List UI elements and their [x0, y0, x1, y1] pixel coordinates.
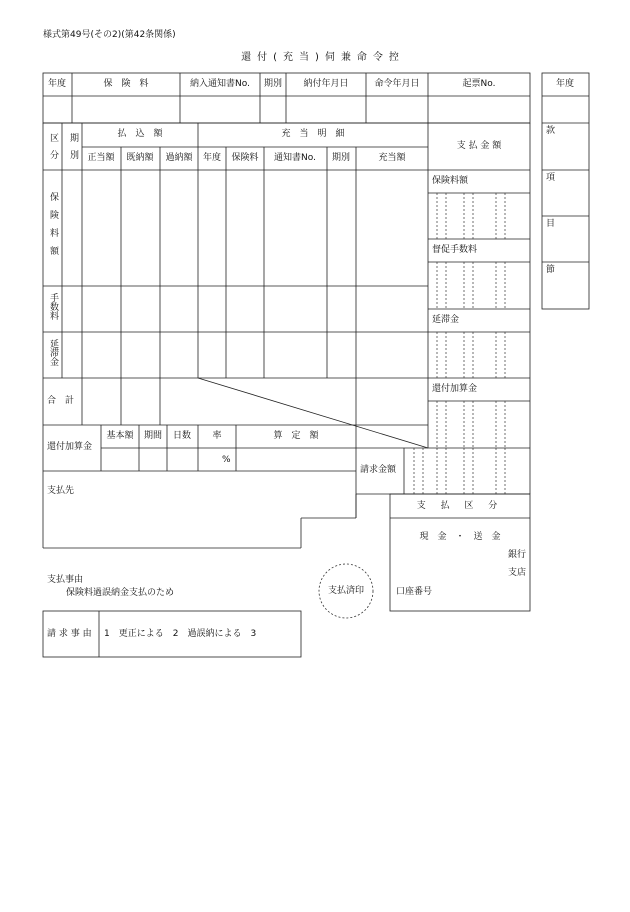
kibetsu2-label: 期別: [331, 153, 351, 163]
payee-label: 支払先: [47, 486, 75, 496]
side-fiscal-year: 年度: [555, 79, 575, 89]
shiharai-kingaku-label: 支 払 金 額: [456, 141, 502, 151]
hokenryo-col-label: 保険料: [231, 153, 259, 163]
seitou-label: 正当額: [87, 153, 115, 163]
form-title: 還付(充当)伺兼命令控: [241, 52, 405, 63]
juto-gaku-label: 充当額: [378, 153, 406, 163]
kanpu-percent: %: [222, 455, 231, 465]
paid-stamp-label: 支払済印: [327, 586, 365, 596]
account-no-label: 口座番号: [396, 587, 433, 597]
haraikomi-label: 払 込 額: [117, 129, 163, 139]
row-goukei: 合 計: [47, 396, 75, 406]
kanpu-kikan: 期間: [143, 431, 163, 441]
side-setsu: 節: [546, 265, 556, 275]
kanpu-nissu: 日数: [172, 431, 192, 441]
top-notice-no: 納入通知書No.: [190, 79, 250, 89]
tsuchisho-label: 通知書No.: [274, 153, 316, 163]
shiharai-kubun-title: 支 払 区 分: [416, 501, 504, 511]
kubun-label: 区分: [48, 133, 58, 167]
kanpu-kihon: 基本額: [106, 431, 134, 441]
claim-label: 請 求 事 由: [47, 629, 92, 639]
reason-label: 支払事由: [47, 575, 84, 585]
top-payment-date: 納付年月日: [303, 79, 349, 89]
reason-text: 保険料過誤納金支払のため: [66, 588, 175, 598]
top-voucher-no: 起票No.: [462, 79, 496, 89]
top-premium: 保 険 料: [103, 79, 149, 89]
right-entaikin: 延滞金: [432, 315, 460, 325]
side-kou: 項: [546, 173, 556, 183]
top-order-date: 命令年月日: [374, 79, 420, 89]
kanpu-label: 還付加算金: [47, 442, 93, 452]
row-hokenryo-gaku: 保険料額: [48, 192, 58, 264]
kanpu-ritsu: 率: [212, 431, 222, 441]
nendo-label: 年度: [202, 153, 222, 163]
right-kanpu-kasan: 還付加算金: [432, 384, 478, 394]
top-period: 期別: [263, 79, 283, 89]
form-number: 様式第49号(その2)(第42条関係): [43, 30, 176, 40]
side-kan: 款: [546, 126, 556, 136]
kibetsu-label: 期別: [68, 133, 78, 167]
row-tesuryo: 手数料: [48, 293, 58, 320]
branch-label: 支店: [507, 568, 526, 578]
claim-text: 1 更正による 2 過誤納による 3: [104, 629, 257, 639]
kanpu-santei: 算 定 額: [273, 431, 319, 441]
right-seikyu: 請求金額: [360, 465, 397, 475]
cash-transfer: 現 金 ・ 送 金: [419, 532, 501, 542]
right-hokenryo-gaku: 保険料額: [432, 176, 469, 186]
top-fiscal-year: 年度: [47, 79, 67, 89]
right-tokusoku: 督促手数料: [432, 245, 478, 255]
bank-label: 銀行: [507, 550, 526, 560]
juto-meisai-label: 充 当 明 細: [281, 129, 345, 139]
kanou-label: 過納額: [165, 153, 193, 163]
kinou-label: 既納額: [126, 153, 154, 163]
row-entaikin: 延滞金: [48, 339, 58, 366]
side-moku: 目: [546, 219, 556, 229]
